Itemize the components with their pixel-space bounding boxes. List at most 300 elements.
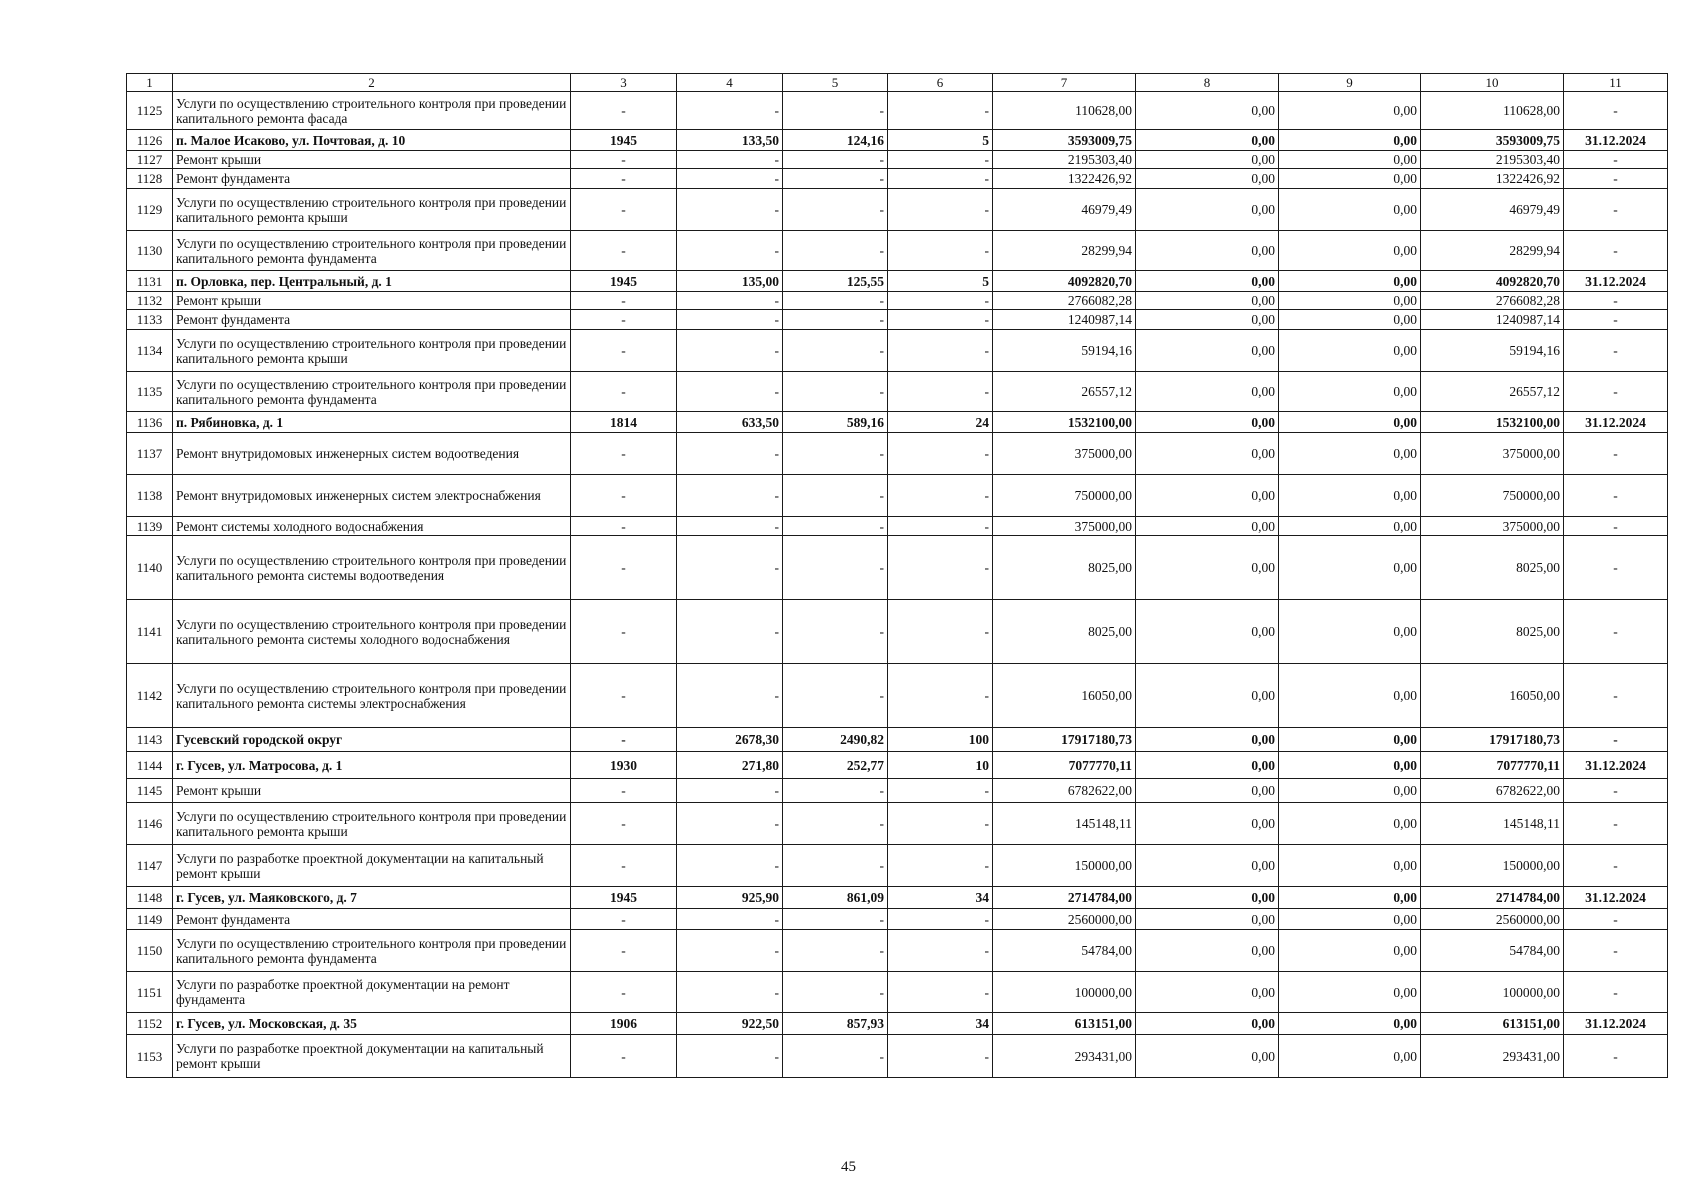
cell-c9: 0,00: [1279, 1035, 1421, 1078]
cell-c6: -: [888, 310, 993, 330]
cell-c4: -: [677, 231, 783, 271]
cell-c5: -: [783, 536, 888, 600]
cell-c6: -: [888, 517, 993, 536]
table-row: [127, 1035, 1668, 1078]
cell-c5: -: [783, 517, 888, 536]
table-row: [127, 845, 1668, 887]
table-row: [127, 330, 1668, 372]
cell-c4: -: [677, 972, 783, 1013]
cell-c6: -: [888, 231, 993, 271]
cell-c3: -: [571, 292, 677, 310]
cell-c5: -: [783, 330, 888, 372]
cell-c9: 0,00: [1279, 92, 1421, 130]
row-number: 1153: [127, 1035, 173, 1078]
cell-c11: -: [1564, 803, 1668, 845]
cell-c5: 125,55: [783, 271, 888, 292]
cell-c8: 0,00: [1136, 189, 1279, 231]
header-cell: 6: [888, 74, 993, 92]
cell-c3: -: [571, 433, 677, 475]
cell-c6: 10: [888, 752, 993, 779]
row-title: Услуги по осуществлению строительного контроля при проведении капитального ремонта крыши: [173, 803, 571, 845]
cell-c4: -: [677, 536, 783, 600]
cell-c3: -: [571, 930, 677, 972]
row-number: 1138: [127, 475, 173, 517]
row-title: Услуги по разработке проектной документации на капитальный ремонт крыши: [173, 845, 571, 887]
row-number: 1130: [127, 231, 173, 271]
row-title: Услуги по осуществлению строительного контроля при проведении капитального ремонта крыши: [173, 330, 571, 372]
cell-c8: 0,00: [1136, 475, 1279, 517]
cell-c7: 8025,00: [993, 536, 1136, 600]
header-cell: 10: [1421, 74, 1564, 92]
cell-c3: -: [571, 231, 677, 271]
cell-c10: 3593009,75: [1421, 130, 1564, 151]
cell-c4: -: [677, 330, 783, 372]
cell-c5: -: [783, 310, 888, 330]
row-title: г. Гусев, ул. Московская, д. 35: [173, 1013, 571, 1035]
cell-c9: 0,00: [1279, 231, 1421, 271]
cell-c9: 0,00: [1279, 151, 1421, 169]
table-body: [127, 74, 1668, 1078]
cell-c8: 0,00: [1136, 600, 1279, 664]
cell-c11: 31.12.2024: [1564, 271, 1668, 292]
cell-c7: 2560000,00: [993, 909, 1136, 930]
cell-c11: -: [1564, 92, 1668, 130]
cell-c8: 0,00: [1136, 231, 1279, 271]
cell-c7: 293431,00: [993, 1035, 1136, 1078]
row-number: 1139: [127, 517, 173, 536]
row-title: Услуги по осуществлению строительного контроля при проведении капитального ремонта крыши: [173, 189, 571, 231]
cell-c11: -: [1564, 728, 1668, 752]
cell-c9: 0,00: [1279, 845, 1421, 887]
cell-c6: -: [888, 475, 993, 517]
cell-c10: 613151,00: [1421, 1013, 1564, 1035]
cell-c10: 7077770,11: [1421, 752, 1564, 779]
cell-c8: 0,00: [1136, 330, 1279, 372]
cell-c6: 34: [888, 887, 993, 909]
cell-c7: 100000,00: [993, 972, 1136, 1013]
header-cell: 5: [783, 74, 888, 92]
row-number: 1151: [127, 972, 173, 1013]
cell-c3: -: [571, 475, 677, 517]
cell-c7: 1240987,14: [993, 310, 1136, 330]
cell-c4: -: [677, 189, 783, 231]
cell-c11: -: [1564, 664, 1668, 728]
cell-c7: 17917180,73: [993, 728, 1136, 752]
row-title: Услуги по осуществлению строительного контроля при проведении капитального ремонта фасада: [173, 92, 571, 130]
cell-c5: -: [783, 169, 888, 189]
cell-c7: 28299,94: [993, 231, 1136, 271]
table-row: [127, 1013, 1668, 1035]
cell-c11: -: [1564, 909, 1668, 930]
cell-c8: 0,00: [1136, 151, 1279, 169]
cell-c8: 0,00: [1136, 169, 1279, 189]
cell-c6: -: [888, 433, 993, 475]
cell-c5: -: [783, 972, 888, 1013]
cell-c4: -: [677, 292, 783, 310]
cell-c5: -: [783, 779, 888, 803]
cell-c10: 6782622,00: [1421, 779, 1564, 803]
cell-c6: -: [888, 779, 993, 803]
cell-c7: 1322426,92: [993, 169, 1136, 189]
cell-c4: -: [677, 930, 783, 972]
table-row: [127, 752, 1668, 779]
cell-c9: 0,00: [1279, 664, 1421, 728]
cell-c5: -: [783, 664, 888, 728]
cell-c10: 46979,49: [1421, 189, 1564, 231]
cell-c10: 2714784,00: [1421, 887, 1564, 909]
cell-c7: 59194,16: [993, 330, 1136, 372]
table-row: [127, 92, 1668, 130]
cell-c8: 0,00: [1136, 310, 1279, 330]
row-number: 1131: [127, 271, 173, 292]
table-row: [127, 169, 1668, 189]
cell-c3: 1945: [571, 271, 677, 292]
cell-c10: 2560000,00: [1421, 909, 1564, 930]
cell-c8: 0,00: [1136, 92, 1279, 130]
table-row: [127, 412, 1668, 433]
row-title: Услуги по осуществлению строительного контроля при проведении капитального ремонта фундамента: [173, 930, 571, 972]
cell-c5: -: [783, 231, 888, 271]
cell-c10: 4092820,70: [1421, 271, 1564, 292]
cell-c3: -: [571, 909, 677, 930]
row-title: Ремонт фундамента: [173, 909, 571, 930]
cell-c10: 59194,16: [1421, 330, 1564, 372]
row-title: Услуги по осуществлению строительного контроля при проведении капитального ремонта системы электроснабжения: [173, 664, 571, 728]
cell-c6: 5: [888, 271, 993, 292]
cell-c4: 633,50: [677, 412, 783, 433]
cell-c9: 0,00: [1279, 292, 1421, 310]
table-row: [127, 728, 1668, 752]
cell-c8: 0,00: [1136, 1035, 1279, 1078]
cell-c10: 150000,00: [1421, 845, 1564, 887]
row-title: Ремонт крыши: [173, 292, 571, 310]
cell-c3: 1814: [571, 412, 677, 433]
row-number: 1125: [127, 92, 173, 130]
row-title: Ремонт внутридомовых инженерных систем электроснабжения: [173, 475, 571, 517]
row-number: 1132: [127, 292, 173, 310]
cell-c9: 0,00: [1279, 930, 1421, 972]
cell-c4: -: [677, 845, 783, 887]
header-cell: 9: [1279, 74, 1421, 92]
row-title: Услуги по осуществлению строительного контроля при проведении капитального ремонта фундамента: [173, 372, 571, 412]
row-number: 1145: [127, 779, 173, 803]
cell-c7: 4092820,70: [993, 271, 1136, 292]
row-title: Услуги по осуществлению строительного контроля при проведении капитального ремонта системы водоотведения: [173, 536, 571, 600]
cell-c11: -: [1564, 930, 1668, 972]
cell-c7: 375000,00: [993, 517, 1136, 536]
cell-c5: -: [783, 1035, 888, 1078]
row-number: 1152: [127, 1013, 173, 1035]
row-number: 1127: [127, 151, 173, 169]
row-number: 1147: [127, 845, 173, 887]
cell-c6: 100: [888, 728, 993, 752]
cell-c8: 0,00: [1136, 779, 1279, 803]
cell-c8: 0,00: [1136, 972, 1279, 1013]
cell-c8: 0,00: [1136, 372, 1279, 412]
cell-c10: 100000,00: [1421, 972, 1564, 1013]
cell-c9: 0,00: [1279, 752, 1421, 779]
cell-c11: -: [1564, 189, 1668, 231]
cell-c11: -: [1564, 779, 1668, 803]
cell-c7: 54784,00: [993, 930, 1136, 972]
cell-c6: -: [888, 92, 993, 130]
table-row: [127, 433, 1668, 475]
cell-c3: -: [571, 664, 677, 728]
cell-c3: -: [571, 92, 677, 130]
table-row: [127, 292, 1668, 310]
row-number: 1142: [127, 664, 173, 728]
table-row: [127, 664, 1668, 728]
cell-c7: 2714784,00: [993, 887, 1136, 909]
cell-c11: 31.12.2024: [1564, 130, 1668, 151]
cell-c10: 750000,00: [1421, 475, 1564, 517]
cell-c10: 16050,00: [1421, 664, 1564, 728]
cell-c8: 0,00: [1136, 752, 1279, 779]
cell-c11: 31.12.2024: [1564, 887, 1668, 909]
cell-c5: 124,16: [783, 130, 888, 151]
cell-c6: -: [888, 169, 993, 189]
cell-c4: -: [677, 803, 783, 845]
cell-c9: 0,00: [1279, 372, 1421, 412]
cell-c3: 1906: [571, 1013, 677, 1035]
cell-c11: -: [1564, 372, 1668, 412]
row-number: 1126: [127, 130, 173, 151]
cell-c5: -: [783, 92, 888, 130]
table-row: [127, 930, 1668, 972]
table-row: [127, 779, 1668, 803]
cell-c7: 110628,00: [993, 92, 1136, 130]
cell-c8: 0,00: [1136, 292, 1279, 310]
cell-c3: -: [571, 1035, 677, 1078]
table-row: [127, 271, 1668, 292]
cell-c6: -: [888, 600, 993, 664]
cell-c4: -: [677, 909, 783, 930]
cell-c4: -: [677, 433, 783, 475]
row-title: Ремонт крыши: [173, 151, 571, 169]
header-cell: 3: [571, 74, 677, 92]
cell-c4: -: [677, 151, 783, 169]
cell-c10: 1322426,92: [1421, 169, 1564, 189]
header-row: [127, 74, 1668, 92]
cell-c9: 0,00: [1279, 887, 1421, 909]
cell-c4: 2678,30: [677, 728, 783, 752]
row-title: г. Гусев, ул. Маяковского, д. 7: [173, 887, 571, 909]
cell-c5: 589,16: [783, 412, 888, 433]
cell-c3: 1945: [571, 887, 677, 909]
cell-c7: 16050,00: [993, 664, 1136, 728]
cell-c11: -: [1564, 475, 1668, 517]
cell-c4: -: [677, 517, 783, 536]
header-cell: 8: [1136, 74, 1279, 92]
cell-c3: -: [571, 803, 677, 845]
cell-c10: 8025,00: [1421, 536, 1564, 600]
table-row: [127, 231, 1668, 271]
table-row: [127, 887, 1668, 909]
cell-c11: 31.12.2024: [1564, 412, 1668, 433]
header-cell: 4: [677, 74, 783, 92]
cell-c7: 375000,00: [993, 433, 1136, 475]
cell-c4: -: [677, 372, 783, 412]
cell-c3: -: [571, 536, 677, 600]
cell-c7: 1532100,00: [993, 412, 1136, 433]
cell-c6: -: [888, 930, 993, 972]
cell-c6: -: [888, 909, 993, 930]
cell-c9: 0,00: [1279, 412, 1421, 433]
row-number: 1150: [127, 930, 173, 972]
cell-c9: 0,00: [1279, 310, 1421, 330]
cell-c7: 7077770,11: [993, 752, 1136, 779]
cell-c11: -: [1564, 517, 1668, 536]
row-number: 1148: [127, 887, 173, 909]
cell-c8: 0,00: [1136, 130, 1279, 151]
cell-c10: 2195303,40: [1421, 151, 1564, 169]
cell-c10: 145148,11: [1421, 803, 1564, 845]
cell-c6: 34: [888, 1013, 993, 1035]
table-row: [127, 517, 1668, 536]
row-title: п. Рябиновка, д. 1: [173, 412, 571, 433]
cell-c8: 0,00: [1136, 517, 1279, 536]
cell-c7: 145148,11: [993, 803, 1136, 845]
cell-c11: -: [1564, 433, 1668, 475]
cell-c11: 31.12.2024: [1564, 1013, 1668, 1035]
table-row: [127, 600, 1668, 664]
cell-c5: 252,77: [783, 752, 888, 779]
row-number: 1135: [127, 372, 173, 412]
header-cell: 11: [1564, 74, 1668, 92]
cell-c3: -: [571, 189, 677, 231]
row-title: Ремонт внутридомовых инженерных систем водоотведения: [173, 433, 571, 475]
row-number: 1141: [127, 600, 173, 664]
row-number: 1146: [127, 803, 173, 845]
cell-c5: 857,93: [783, 1013, 888, 1035]
table-row: [127, 972, 1668, 1013]
cell-c6: 5: [888, 130, 993, 151]
cell-c3: -: [571, 169, 677, 189]
cell-c7: 750000,00: [993, 475, 1136, 517]
row-number: 1149: [127, 909, 173, 930]
cell-c10: 8025,00: [1421, 600, 1564, 664]
table-row: [127, 803, 1668, 845]
cell-c9: 0,00: [1279, 271, 1421, 292]
row-number: 1140: [127, 536, 173, 600]
cell-c10: 2766082,28: [1421, 292, 1564, 310]
cell-c9: 0,00: [1279, 169, 1421, 189]
cell-c9: 0,00: [1279, 517, 1421, 536]
cell-c8: 0,00: [1136, 887, 1279, 909]
row-number: 1133: [127, 310, 173, 330]
cell-c10: 26557,12: [1421, 372, 1564, 412]
row-title: п. Малое Исаково, ул. Почтовая, д. 10: [173, 130, 571, 151]
cell-c9: 0,00: [1279, 600, 1421, 664]
cell-c7: 26557,12: [993, 372, 1136, 412]
row-number: 1134: [127, 330, 173, 372]
cell-c9: 0,00: [1279, 433, 1421, 475]
cell-c3: -: [571, 330, 677, 372]
cell-c6: -: [888, 372, 993, 412]
cell-c11: -: [1564, 330, 1668, 372]
cell-c8: 0,00: [1136, 728, 1279, 752]
cell-c4: -: [677, 310, 783, 330]
cell-c3: 1945: [571, 130, 677, 151]
cell-c10: 17917180,73: [1421, 728, 1564, 752]
table-row: [127, 310, 1668, 330]
cell-c5: 2490,82: [783, 728, 888, 752]
cell-c8: 0,00: [1136, 845, 1279, 887]
cell-c9: 0,00: [1279, 330, 1421, 372]
row-title: Услуги по осуществлению строительного контроля при проведении капитального ремонта системы холодного водоснабжения: [173, 600, 571, 664]
cell-c4: -: [677, 1035, 783, 1078]
cell-c8: 0,00: [1136, 664, 1279, 728]
cell-c11: -: [1564, 151, 1668, 169]
cell-c5: -: [783, 372, 888, 412]
cell-c4: -: [677, 779, 783, 803]
cell-c4: -: [677, 600, 783, 664]
cell-c5: -: [783, 803, 888, 845]
cell-c5: -: [783, 151, 888, 169]
table-row: [127, 909, 1668, 930]
cell-c11: -: [1564, 1035, 1668, 1078]
cell-c4: -: [677, 664, 783, 728]
cell-c3: -: [571, 517, 677, 536]
register-table: [126, 73, 1668, 1078]
cell-c6: -: [888, 1035, 993, 1078]
cell-c4: -: [677, 475, 783, 517]
cell-c9: 0,00: [1279, 803, 1421, 845]
cell-c11: -: [1564, 231, 1668, 271]
cell-c6: -: [888, 664, 993, 728]
cell-c10: 375000,00: [1421, 517, 1564, 536]
table-row: [127, 130, 1668, 151]
cell-c3: -: [571, 310, 677, 330]
cell-c4: -: [677, 92, 783, 130]
row-title: г. Гусев, ул. Матросова, д. 1: [173, 752, 571, 779]
cell-c8: 0,00: [1136, 909, 1279, 930]
cell-c3: 1930: [571, 752, 677, 779]
cell-c9: 0,00: [1279, 1013, 1421, 1035]
cell-c9: 0,00: [1279, 972, 1421, 1013]
cell-c10: 110628,00: [1421, 92, 1564, 130]
cell-c7: 6782622,00: [993, 779, 1136, 803]
cell-c7: 2195303,40: [993, 151, 1136, 169]
cell-c9: 0,00: [1279, 728, 1421, 752]
row-title: Услуги по разработке проектной документации на капитальный ремонт крыши: [173, 1035, 571, 1078]
cell-c7: 46979,49: [993, 189, 1136, 231]
cell-c10: 1240987,14: [1421, 310, 1564, 330]
cell-c4: 271,80: [677, 752, 783, 779]
cell-c6: 24: [888, 412, 993, 433]
cell-c11: -: [1564, 292, 1668, 310]
cell-c3: -: [571, 845, 677, 887]
cell-c11: -: [1564, 536, 1668, 600]
row-number: 1136: [127, 412, 173, 433]
cell-c3: -: [571, 972, 677, 1013]
cell-c5: -: [783, 189, 888, 231]
cell-c10: 1532100,00: [1421, 412, 1564, 433]
cell-c9: 0,00: [1279, 475, 1421, 517]
cell-c6: -: [888, 803, 993, 845]
cell-c11: -: [1564, 845, 1668, 887]
cell-c8: 0,00: [1136, 1013, 1279, 1035]
row-title: п. Орловка, пер. Центральный, д. 1: [173, 271, 571, 292]
row-number: 1144: [127, 752, 173, 779]
table-row: [127, 475, 1668, 517]
cell-c8: 0,00: [1136, 412, 1279, 433]
cell-c6: -: [888, 536, 993, 600]
table-row: [127, 372, 1668, 412]
cell-c3: -: [571, 600, 677, 664]
cell-c11: 31.12.2024: [1564, 752, 1668, 779]
cell-c3: -: [571, 779, 677, 803]
